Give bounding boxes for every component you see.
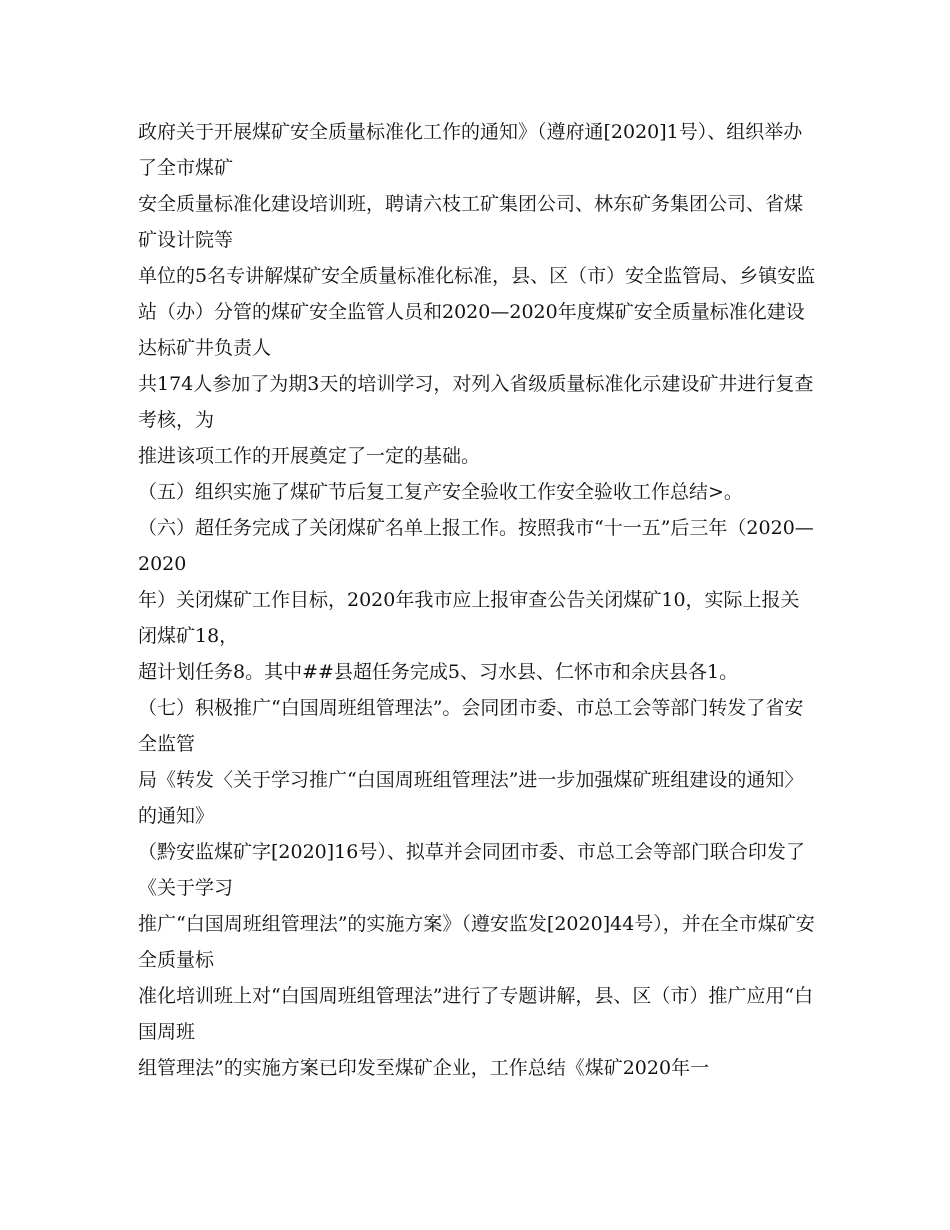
document-body <box>138 114 818 1086</box>
paragraph-2: 安全质量标准化建设培训班，聘请六枝工矿集团公司、林东矿务集团公司、省煤矿设计院等 <box>138 193 804 251</box>
paragraph-3: 单位的5名专讲解煤矿安全质量标准化标准，县、区（市）安全监管局、乡镇安监站（办）分管的煤矿安全监管人员和2020—2020年度煤矿安全质量标准化建设达标矿井负责人 <box>138 265 816 359</box>
paragraph-7: （六）超任务完成了关闭煤矿名单上报工作。按照我市“十一五”后三年（2020—2020 <box>138 517 814 575</box>
paragraph-10: （七）积极推广“白国周班组管理法”。会同团市委、市总工会等部门转发了省安全监管 <box>138 697 804 755</box>
paragraph-12: （黔安监煤矿字[2020]16号）、拟草并会同团市委、市总工会等部门联合印发了《关于学习 <box>138 841 805 899</box>
paragraph-1: 政府关于开展煤矿安全质量标准化工作的通知》（遵府通[2020]1号）、组织举办了全市煤矿 <box>138 121 803 179</box>
paragraph-6: （五）组织实施了煤矿节后复工复产安全验收工作安全验收工作总结>。 <box>138 481 743 503</box>
paragraph-8: 年）关闭煤矿工作目标，2020年我市应上报审查公告关闭煤矿10，实际上报关闭煤矿18， <box>138 589 800 647</box>
paragraph-9: 超计划任务8。其中##县超任务完成5、习水县、仁怀市和余庆县各1。 <box>138 661 739 683</box>
paragraph-5: 推进该项工作的开展奠定了一定的基础。 <box>138 445 481 467</box>
paragraph-14: 准化培训班上对“白国周班组管理法”进行了专题讲解，县、区（市）推广应用“白国周班 <box>138 985 814 1043</box>
paragraph-11: 局《转发〈关于学习推广“白国周班组管理法”进一步加强煤矿班组建设的通知〉的通知》 <box>138 769 804 827</box>
paragraph-13: 推广“白国周班组管理法”的实施方案》（遵安监发[2020]44号），并在全市煤矿安全质量标 <box>138 913 815 971</box>
paragraph-15: 组管理法”的实施方案已印发至煤矿企业，工作总结《煤矿2020年一 <box>138 1057 710 1079</box>
paragraph-4: 共174人参加了为期3天的培训学习，对列入省级质量标准化示建设矿井进行复查考核，为 <box>138 373 814 431</box>
